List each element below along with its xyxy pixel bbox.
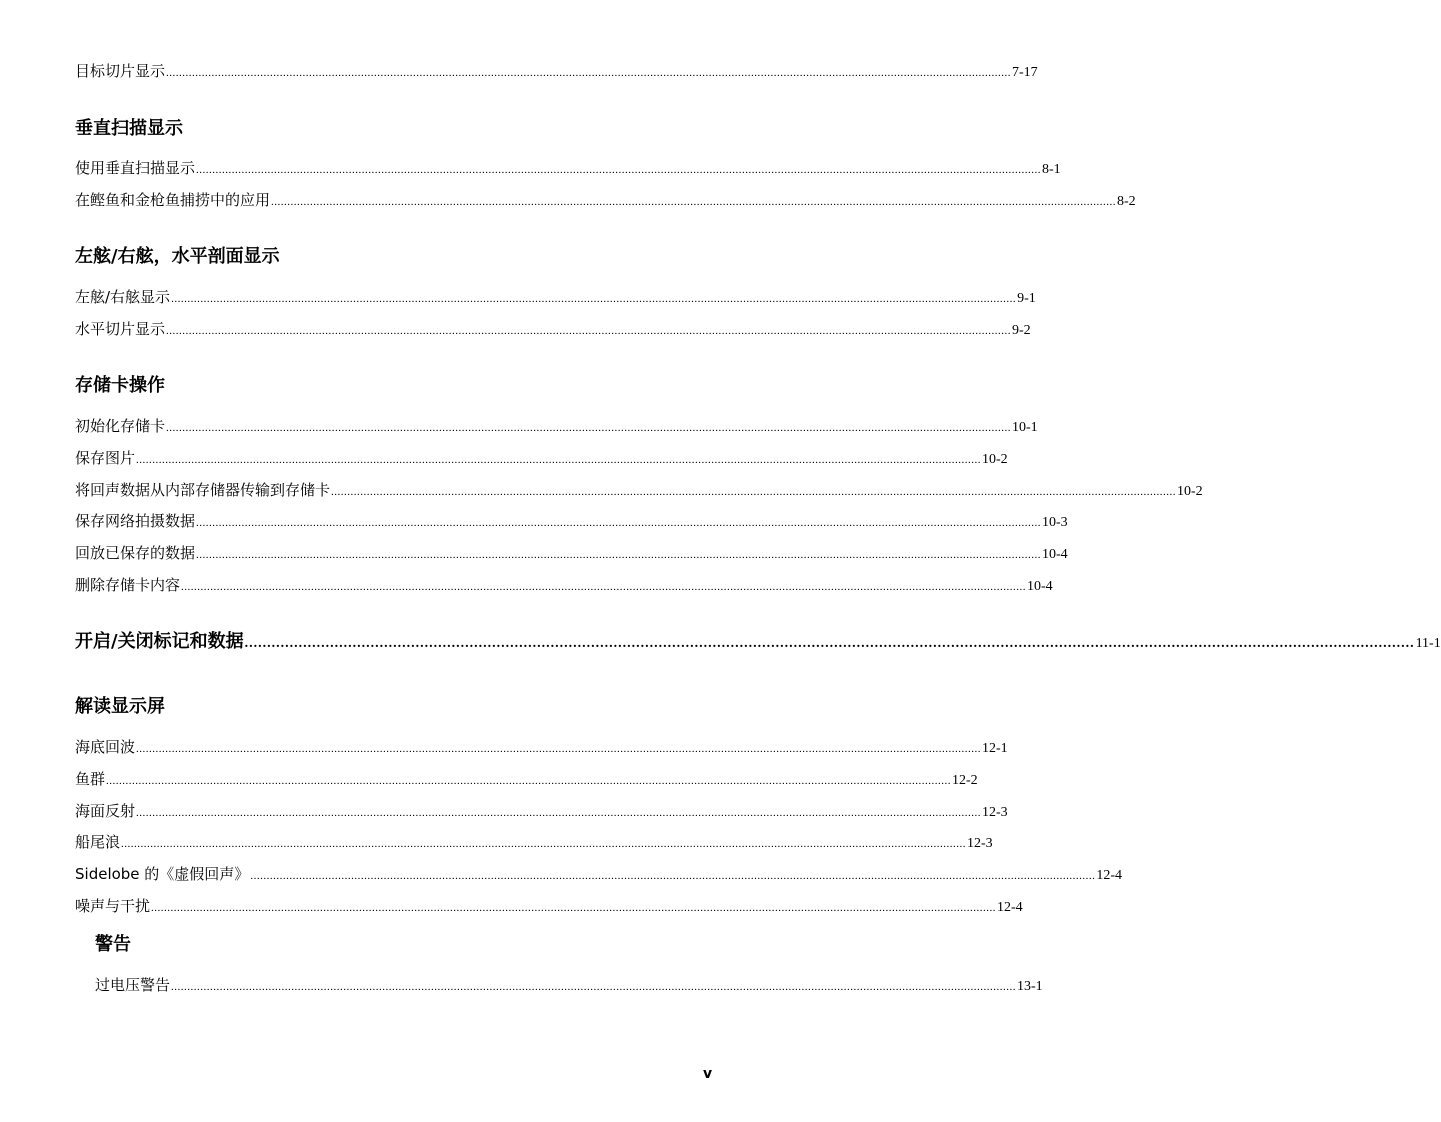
toc-entry-title: 删除存储卡内容 bbox=[75, 576, 181, 594]
toc-entry bbox=[75, 897, 1023, 917]
toc-entry-page: 9-1 bbox=[1017, 291, 1036, 306]
toc-entry-page: 12-2 bbox=[952, 773, 978, 788]
toc-entry-title: 保存图片 bbox=[75, 449, 136, 467]
toc-entry-title: 回放已保存的数据 bbox=[75, 544, 196, 562]
toc-entry-title: Sidelobe 的《虚假回声》 bbox=[75, 865, 250, 883]
toc-entry-major bbox=[75, 631, 1441, 653]
toc-entry-page: 9-2 bbox=[1012, 323, 1031, 338]
toc-entry bbox=[75, 191, 1136, 211]
toc-entry-page: 7-17 bbox=[1012, 65, 1038, 80]
toc-entry-page: 12-4 bbox=[1096, 868, 1122, 883]
toc-entry-page: 12-1 bbox=[982, 741, 1008, 756]
toc-entry-page: 10-2 bbox=[1177, 484, 1203, 499]
toc-entry-title: 将回声数据从内部存储器传输到存储卡 bbox=[75, 481, 331, 499]
dot-leader: .................................................................................................................................................................................................................................................................... bbox=[171, 293, 1017, 305]
toc-entry-page: 11-1 bbox=[1415, 636, 1441, 651]
toc-entry-page: 10-3 bbox=[1042, 515, 1068, 530]
toc-entry-title: 过电压警告 bbox=[95, 976, 171, 994]
dot-leader: .................................................................................................................................................................................................................................................................... bbox=[196, 517, 1042, 529]
toc-entry bbox=[75, 159, 1061, 179]
toc-entry-title: 开启/关闭标记和数据 bbox=[75, 631, 244, 652]
toc-entry-title: 噪声与干扰 bbox=[75, 897, 151, 915]
section-heading: 警告 bbox=[95, 934, 131, 955]
toc-entry-title: 海底回波 bbox=[75, 738, 136, 756]
toc-entry bbox=[75, 449, 1008, 469]
dot-leader: .................................................................................................................................................................................................................................................................... bbox=[166, 422, 1012, 434]
toc-entry-title: 船尾浪 bbox=[75, 833, 121, 851]
toc-entry-title: 海面反射 bbox=[75, 802, 136, 820]
dot-leader: .................................................................................................................................................................................................................................................................... bbox=[151, 902, 997, 914]
dot-leader: .................................................................................................................................................................................................................................................................... bbox=[331, 486, 1177, 498]
toc-entry-title: 鱼群 bbox=[75, 770, 106, 788]
toc-entry-page: 12-3 bbox=[982, 805, 1008, 820]
toc-entry-page: 10-1 bbox=[1012, 420, 1038, 435]
section-heading: 左舷/右舷，水平剖面显示 bbox=[75, 246, 280, 267]
toc-entry-title: 水平切片显示 bbox=[75, 320, 166, 338]
toc-entry-title: 左舷/右舷显示 bbox=[75, 288, 171, 306]
toc-entry-page: 12-4 bbox=[997, 900, 1023, 915]
toc-entry bbox=[75, 288, 1036, 308]
toc-entry bbox=[75, 770, 978, 790]
toc-entry bbox=[75, 62, 1038, 82]
toc-entry-title: 保存网络拍摄数据 bbox=[75, 512, 196, 530]
toc-entry-title: 初始化存储卡 bbox=[75, 417, 166, 435]
toc-entry bbox=[75, 481, 1203, 501]
toc-entry-page: 13-1 bbox=[1017, 979, 1043, 994]
dot-leader: .................................................................................................................................................................................................................................................................... bbox=[136, 807, 982, 819]
section-heading: 解读显示屏 bbox=[75, 696, 165, 717]
dot-leader: .................................................................................................................................................................................................................................................................... bbox=[271, 196, 1117, 208]
toc-entry-page: 12-3 bbox=[967, 836, 993, 851]
dot-leader: .................................................................................................................................................................................................................................................................... bbox=[250, 870, 1096, 882]
dot-leader: .................................................................................................................................................................................................................................................................... bbox=[166, 325, 1012, 337]
toc-entry-title: 在鲣鱼和金枪鱼捕捞中的应用 bbox=[75, 191, 271, 209]
section-heading: 存储卡操作 bbox=[75, 375, 165, 396]
section-heading: 垂直扫描显示 bbox=[75, 118, 183, 139]
toc-entry-page: 10-4 bbox=[1027, 579, 1053, 594]
toc-entry bbox=[75, 738, 1008, 758]
toc-entry-page: 10-2 bbox=[982, 452, 1008, 467]
toc-entry bbox=[75, 802, 1008, 822]
dot-leader: .................................................................................................................................................................................................................................................................... bbox=[244, 636, 1415, 651]
toc-entry-title: 使用垂直扫描显示 bbox=[75, 159, 196, 177]
toc-entry-page: 8-1 bbox=[1042, 162, 1061, 177]
dot-leader: .................................................................................................................................................................................................................................................................... bbox=[136, 454, 982, 466]
dot-leader: .................................................................................................................................................................................................................................................................... bbox=[196, 549, 1042, 561]
dot-leader: .................................................................................................................................................................................................................................................................... bbox=[106, 775, 952, 787]
toc-entry bbox=[75, 512, 1068, 532]
toc-entry bbox=[75, 576, 1053, 596]
toc-entry bbox=[75, 320, 1031, 340]
toc-entry bbox=[95, 976, 1043, 996]
toc-entry-title: 目标切片显示 bbox=[75, 62, 166, 80]
toc-entry-page: 10-4 bbox=[1042, 547, 1068, 562]
toc-entry bbox=[75, 544, 1068, 564]
page-number: v bbox=[703, 1066, 713, 1082]
dot-leader: .................................................................................................................................................................................................................................................................... bbox=[196, 164, 1042, 176]
toc-entry bbox=[75, 865, 1122, 885]
toc-entry bbox=[75, 417, 1038, 437]
dot-leader: .................................................................................................................................................................................................................................................................... bbox=[171, 981, 1017, 993]
dot-leader: .................................................................................................................................................................................................................................................................... bbox=[166, 67, 1012, 79]
dot-leader: .................................................................................................................................................................................................................................................................... bbox=[136, 743, 982, 755]
dot-leader: .................................................................................................................................................................................................................................................................... bbox=[181, 581, 1027, 593]
dot-leader: .................................................................................................................................................................................................................................................................... bbox=[121, 838, 967, 850]
toc-entry-page: 8-2 bbox=[1117, 194, 1136, 209]
toc-entry bbox=[75, 833, 993, 853]
